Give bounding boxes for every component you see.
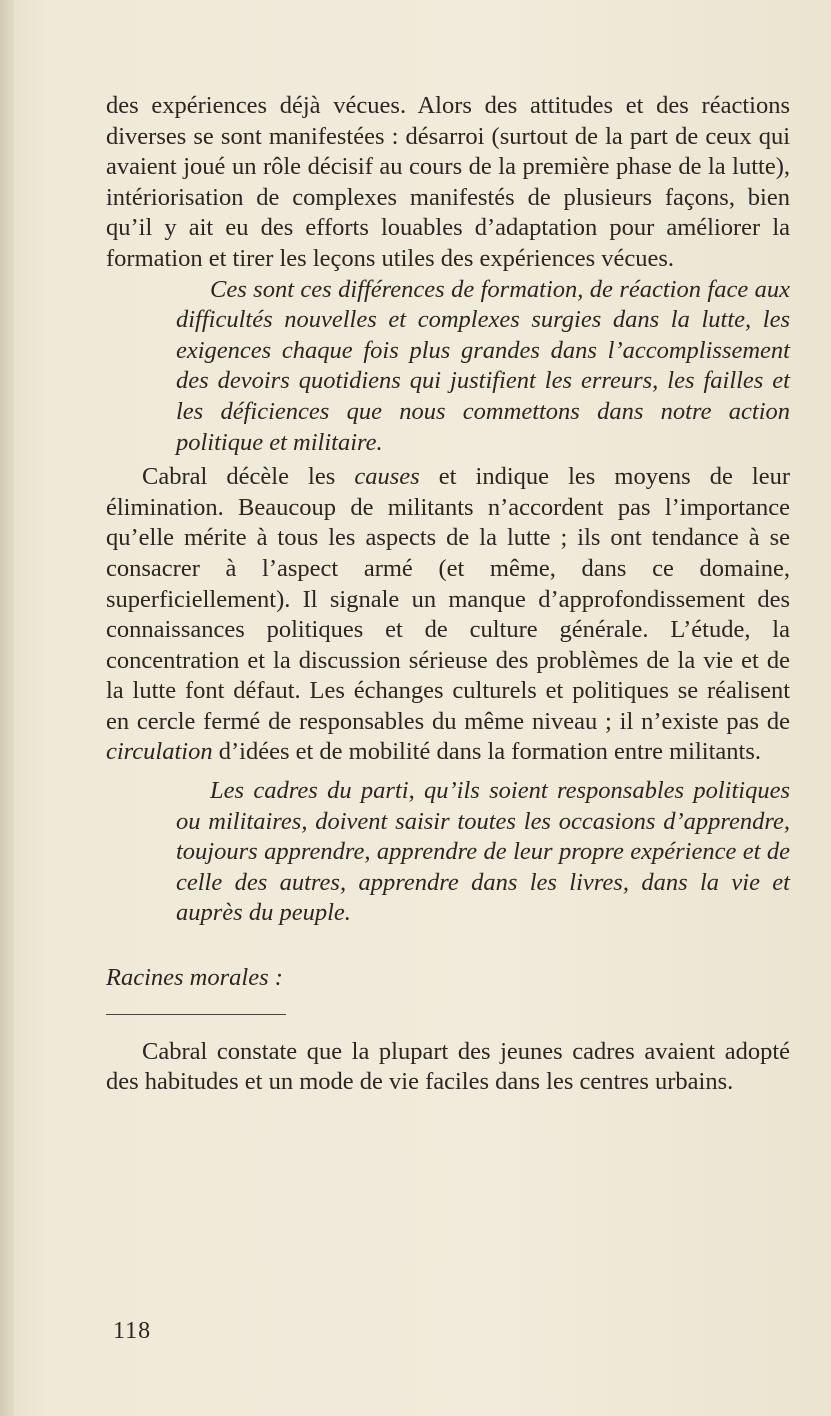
section-heading: Racines morales : (106, 964, 283, 992)
quote-1 (176, 275, 790, 459)
paragraph-2 (106, 462, 790, 768)
quote-2-text: Les cadres du parti, qu’ils soient responsables politiques ou militaires, doivent saisir toutes les occasions d’apprendre, toujours apprendre, apprendre de leur propre expérience et de celle des autres, apprendre dans les livres, dans la vie et auprès du peuple. (176, 777, 790, 927)
heading-rule (106, 1014, 286, 1015)
paragraph-2-part-b: et indique les moyens de leur élimination. Beaucoup de militants n’accordent pas l’importance qu’elle mérite à tous les aspects de la lutte ; ils ont tendance à se consacrer à l’aspect armé (et même, dans ce domaine, superficiellement). Il signale un manque d’approfondissement des connaissances politiques et de culture générale. L’étude, la concentration et la discussion sérieuse des problèmes de la vie et de la lutte font défaut. Les échanges culturels et politiques se réalisent en cercle fermé de responsables du même niveau ; il n’existe pas de (106, 463, 790, 735)
paragraph-3: Cabral constate que la plupart des jeunes cadres avaient adopté des habitudes et un mode de vie faciles dans les centres urbains. (106, 1037, 790, 1096)
paragraph-2-part-a: Cabral décèle les (142, 463, 355, 491)
paragraph-2-emphasis-circulation: circulation (106, 738, 213, 766)
page-text-block (106, 91, 790, 1098)
quote-2 (176, 776, 790, 929)
page-binding-edge (0, 0, 14, 1416)
paragraph-2-emphasis-causes: causes (354, 463, 420, 491)
paragraph-2-part-c: d’idées et de mobilité dans la formation entre militants. (212, 738, 761, 766)
paragraph-1: des expériences déjà vécues. Alors des attitudes et des réactions diverses se sont manifestées : désarroi (surtout de la part de ceux qui avaient joué un rôle décisif au cours de la première phase de la lutte), intériorisation de complexes manifestés de plusieurs façons, bien qu’il y ait eu des efforts louables d’adaptation pour améliorer la formation et tirer les leçons utiles des expériences vécues. (106, 92, 790, 272)
quote-1-text: Ces sont ces différences de formation, de réaction face aux difficultés nouvelles et complexes surgies dans la lutte, les exigences chaque fois plus grandes dans l’accomplissement des devoirs quotidiens qui justifient les erreurs, les failles et les déficiences que nous commettons dans notre action politique et militaire. (176, 275, 790, 456)
page-number: 118 (113, 1318, 152, 1344)
